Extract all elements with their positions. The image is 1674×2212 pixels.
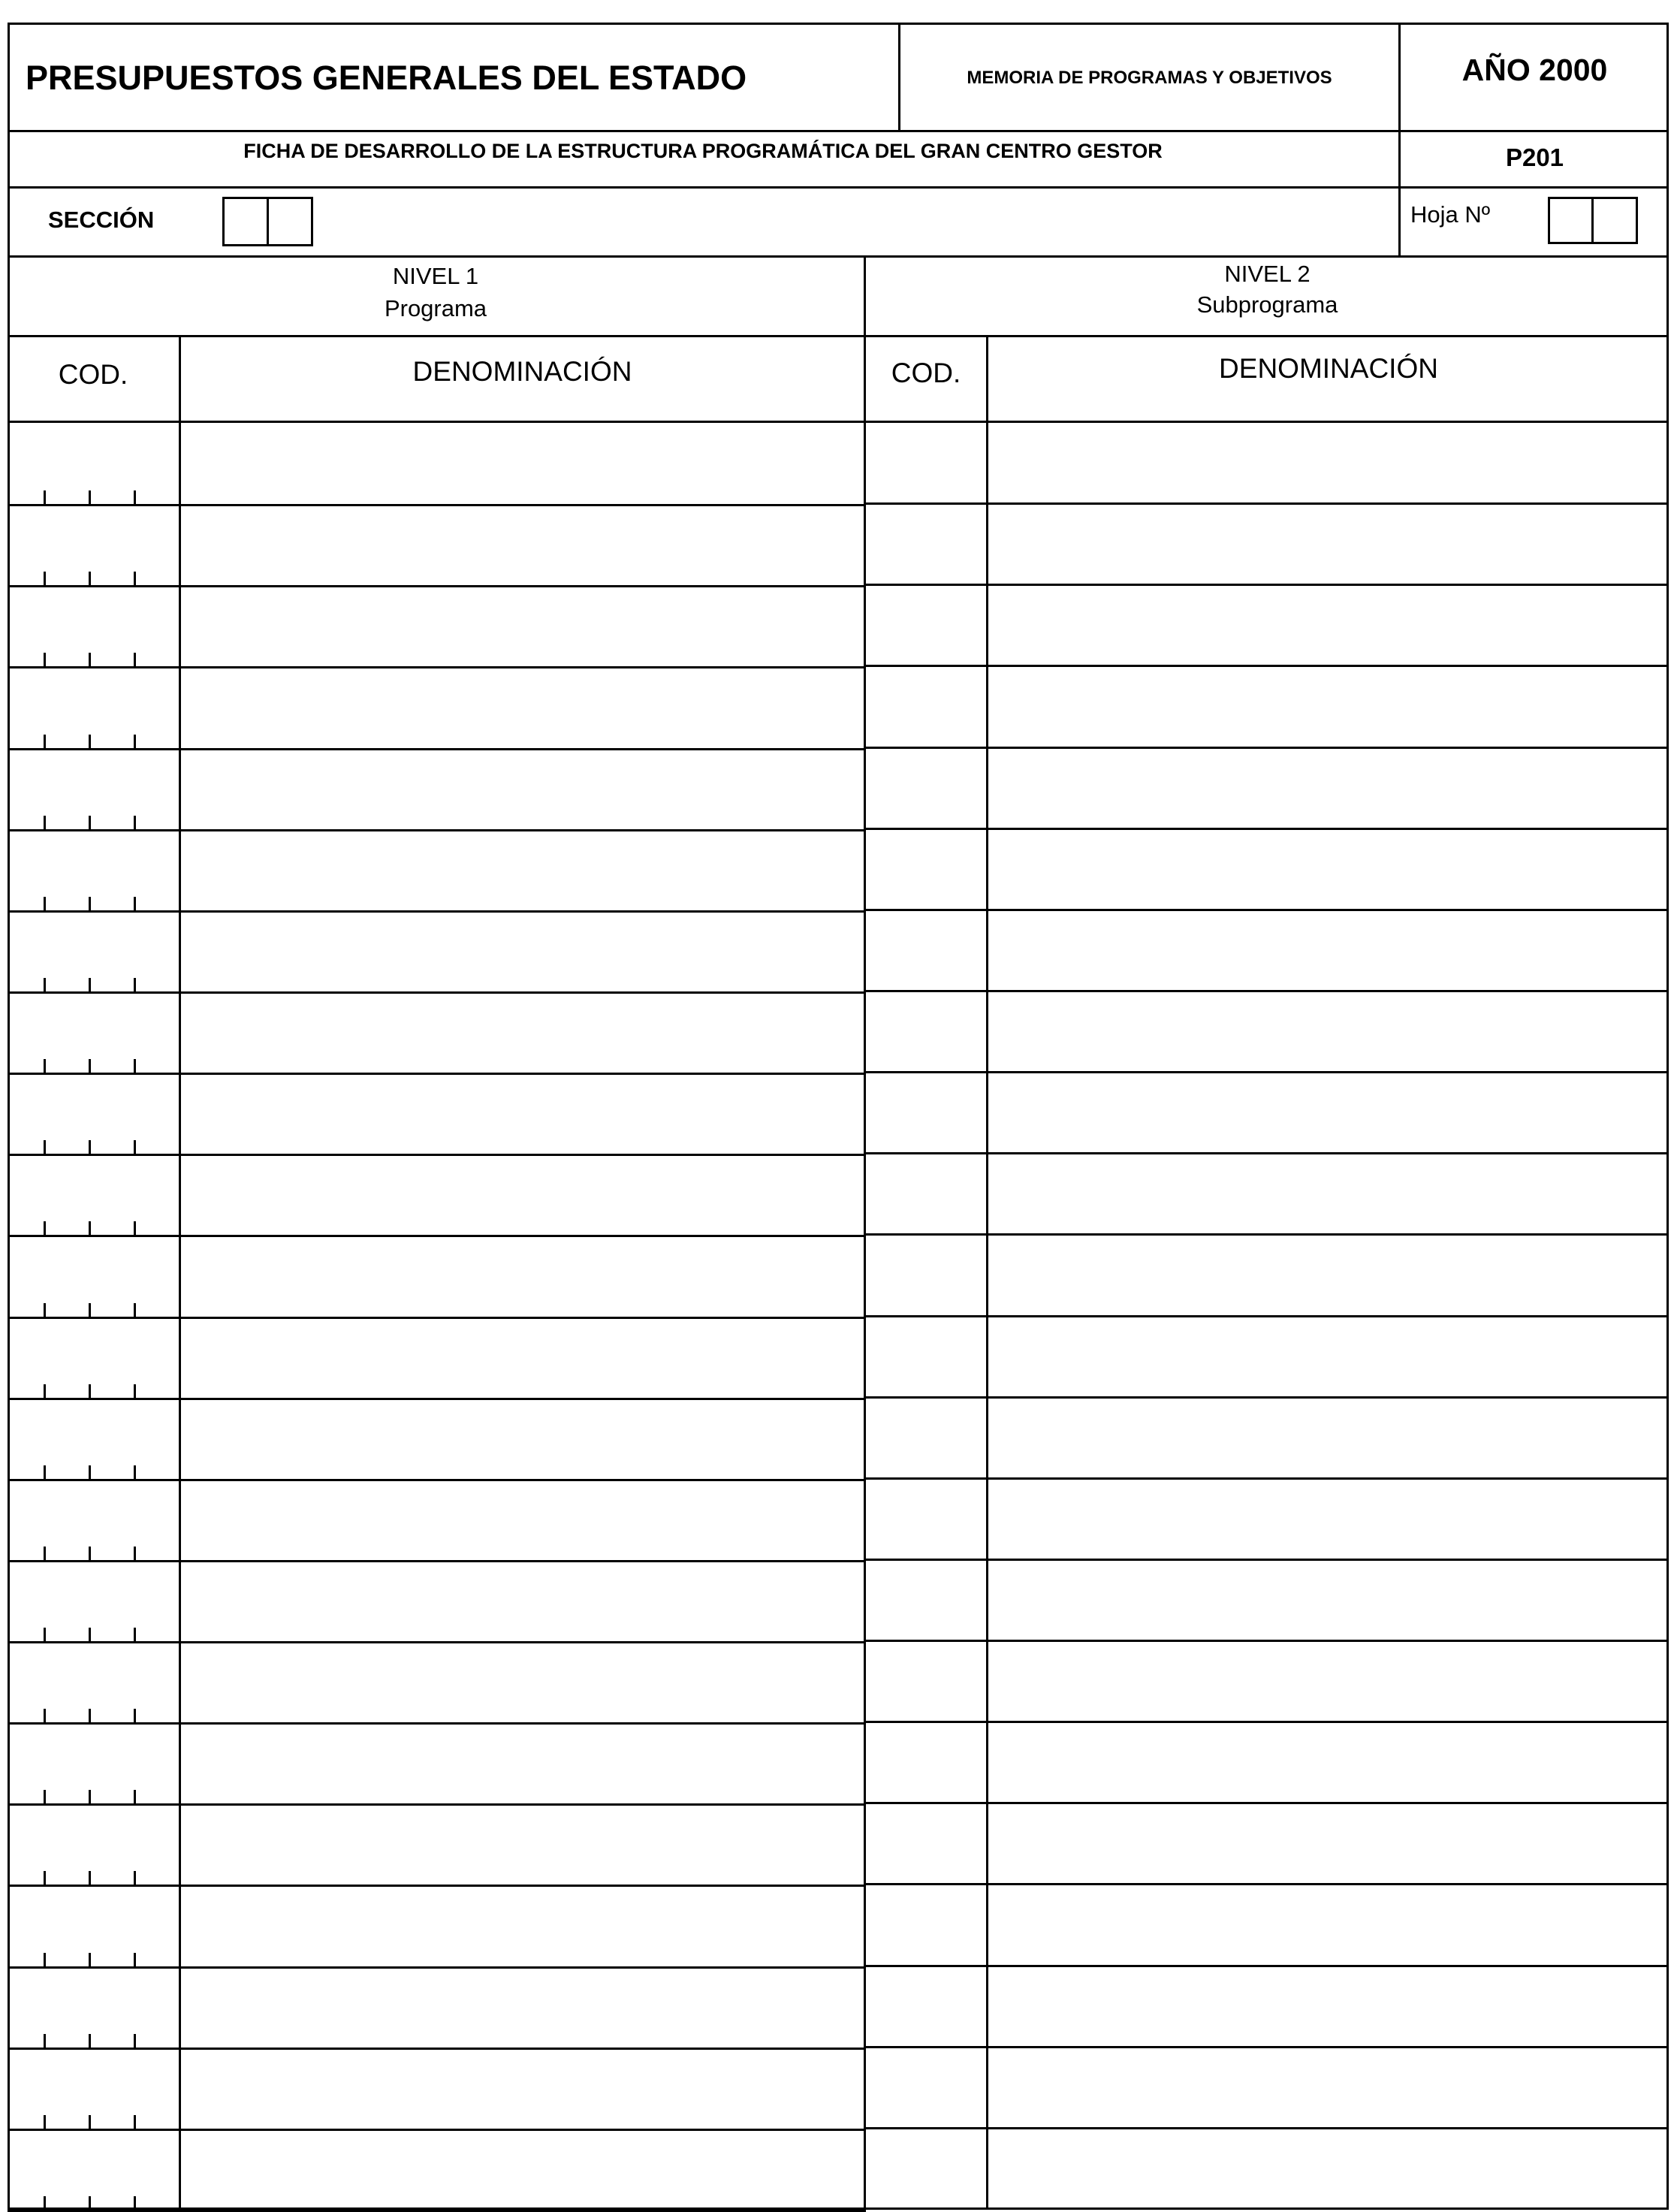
denominacion-nivel2-cell[interactable] — [988, 994, 1669, 1070]
denominacion-nivel1-cell[interactable] — [181, 1725, 864, 1801]
denominacion-nivel2-cell[interactable] — [988, 1400, 1669, 1477]
row-line-nivel2 — [866, 1071, 1669, 1073]
row-line-nivel2 — [866, 1396, 1669, 1399]
cod-nivel1-cell[interactable] — [10, 1156, 179, 1233]
denominacion-nivel2-cell[interactable] — [988, 668, 1669, 745]
cod-nivel2-cell[interactable] — [866, 1887, 986, 1963]
cod-nivel2-cell[interactable] — [866, 831, 986, 908]
denominacion-nivel1-cell[interactable] — [181, 913, 864, 989]
row-line-nivel2 — [866, 828, 1669, 830]
col-cod-2: COD. — [891, 358, 961, 388]
cod-nivel2-cell[interactable] — [866, 913, 986, 989]
denominacion-nivel1-cell[interactable] — [181, 587, 864, 664]
denominacion-nivel1-cell[interactable] — [181, 1562, 864, 1639]
cod-nivel1-cell[interactable] — [10, 913, 179, 989]
row-line-nivel2 — [866, 584, 1669, 586]
cod-nivel1-cell[interactable] — [10, 2050, 179, 2126]
denominacion-nivel1-cell[interactable] — [181, 1969, 864, 2045]
denominacion-nivel2-cell[interactable] — [988, 1969, 1669, 2045]
cod-nivel1-cell[interactable] — [10, 1481, 179, 1558]
cod-nivel1-cell[interactable] — [10, 1806, 179, 1882]
row-line-nivel2 — [866, 909, 1669, 911]
denominacion-nivel1-cell[interactable] — [181, 1237, 864, 1314]
cod-nivel2-cell[interactable] — [866, 1969, 986, 2045]
cod-nivel2-cell[interactable] — [866, 1725, 986, 1801]
denominacion-nivel2-cell[interactable] — [988, 1725, 1669, 1801]
row-line-nivel2 — [866, 747, 1669, 749]
seccion-divider — [267, 197, 269, 246]
row-line-nivel2 — [866, 1965, 1669, 1967]
denominacion-nivel2-cell[interactable] — [988, 506, 1669, 583]
cod-nivel1-cell[interactable] — [10, 1643, 179, 1720]
denominacion-nivel2-cell[interactable] — [988, 2131, 1669, 2207]
row-line-nivel2 — [866, 502, 1669, 505]
denominacion-nivel2-cell[interactable] — [988, 1156, 1669, 1233]
denominacion-nivel2-cell[interactable] — [988, 831, 1669, 908]
denominacion-nivel1-cell[interactable] — [181, 2131, 864, 2207]
cod-nivel2-cell[interactable] — [866, 1643, 986, 1720]
row-line-nivel2 — [866, 1315, 1669, 1317]
cod-nivel2-cell[interactable] — [866, 2131, 986, 2207]
cod-nivel1-cell[interactable] — [10, 425, 179, 502]
cod-nivel1-cell[interactable] — [10, 1319, 179, 1396]
row-line-nivel2 — [866, 1883, 1669, 1885]
denominacion-nivel2-cell[interactable] — [988, 1562, 1669, 1639]
cod-nivel2-cell[interactable] — [866, 1400, 986, 1477]
cod-nivel2-cell[interactable] — [866, 506, 986, 583]
cod-nivel1-cell[interactable] — [10, 994, 179, 1070]
form-title: PRESUPUESTOS GENERALES DEL ESTADO — [26, 59, 747, 97]
divider — [8, 335, 1669, 337]
cod-nivel2-cell[interactable] — [866, 2050, 986, 2126]
denominacion-nivel2-cell[interactable] — [988, 2050, 1669, 2126]
nivel1-name: Programa — [384, 295, 487, 321]
denominacion-nivel1-cell[interactable] — [181, 1643, 864, 1720]
cod-nivel2-cell[interactable] — [866, 425, 986, 502]
nivel2-name: Subprograma — [1196, 291, 1338, 318]
cod-nivel1-cell[interactable] — [10, 831, 179, 908]
hoja-label: Hoja Nº — [1410, 201, 1491, 228]
denominacion-nivel2-cell[interactable] — [988, 1806, 1669, 1882]
row-line-nivel2 — [866, 1152, 1669, 1154]
form-subtitle: FICHA DE DESARROLLO DE LA ESTRUCTURA PROGRAMÁTICA DEL GRAN CENTRO GESTOR — [243, 140, 1163, 162]
denominacion-nivel1-cell[interactable] — [181, 2050, 864, 2126]
cod-nivel1-cell[interactable] — [10, 1400, 179, 1477]
row-line-nivel2 — [866, 2127, 1669, 2129]
denominacion-nivel1-cell[interactable] — [181, 425, 864, 502]
denominacion-nivel1-cell[interactable] — [181, 1481, 864, 1558]
col-denominacion-1: DENOMINACIÓN — [412, 356, 632, 387]
divider — [8, 255, 1669, 258]
cod-nivel2-cell[interactable] — [866, 1806, 986, 1882]
row-line-nivel2 — [866, 1721, 1669, 1723]
col-cod-1: COD. — [58, 359, 128, 390]
row-line-nivel2 — [866, 1477, 1669, 1480]
cod-nivel2-cell[interactable] — [866, 750, 986, 827]
denominacion-nivel2-cell[interactable] — [988, 1887, 1669, 1963]
cod-nivel1-cell[interactable] — [10, 1887, 179, 1963]
cod-nivel2-cell[interactable] — [866, 994, 986, 1070]
denominacion-nivel1-cell[interactable] — [181, 1156, 864, 1233]
divider — [8, 130, 1669, 132]
denominacion-nivel1-cell[interactable] — [181, 994, 864, 1070]
cod-nivel2-cell[interactable] — [866, 1481, 986, 1558]
row-line-nivel2 — [866, 990, 1669, 992]
cod-nivel1-cell[interactable] — [10, 2131, 179, 2207]
cod-nivel1-cell[interactable] — [10, 1725, 179, 1801]
nivel1-title: NIVEL 1 — [392, 263, 479, 289]
cod-nivel2-cell[interactable] — [866, 1319, 986, 1396]
denominacion-nivel1-cell[interactable] — [181, 750, 864, 827]
divider — [8, 186, 1669, 189]
denominacion-nivel2-cell[interactable] — [988, 913, 1669, 989]
year-label: AÑO 2000 — [1461, 53, 1608, 87]
denominacion-nivel2-cell[interactable] — [988, 1319, 1669, 1396]
col-denominacion-2: DENOMINACIÓN — [1219, 353, 1438, 384]
denominacion-nivel1-cell[interactable] — [181, 831, 864, 908]
row-line-nivel2 — [866, 665, 1669, 667]
denominacion-nivel2-cell[interactable] — [988, 1481, 1669, 1558]
cod-nivel2-cell[interactable] — [866, 1156, 986, 1233]
cod-nivel1-cell[interactable] — [10, 750, 179, 827]
cod-nivel1-cell[interactable] — [10, 1969, 179, 2045]
denominacion-nivel2-cell[interactable] — [988, 750, 1669, 827]
cod-nivel1-cell[interactable] — [10, 506, 179, 583]
cod-nivel2-cell[interactable] — [866, 1237, 986, 1314]
row-line-nivel2 — [866, 1802, 1669, 1804]
denominacion-nivel2-cell[interactable] — [988, 1237, 1669, 1314]
cod-nivel1-cell[interactable] — [10, 1237, 179, 1314]
memoria-label: MEMORIA DE PROGRAMAS Y OBJETIVOS — [967, 68, 1332, 88]
seccion-label: SECCIÓN — [48, 207, 155, 233]
denominacion-nivel1-cell[interactable] — [181, 1806, 864, 1882]
cod-nivel2-cell[interactable] — [866, 668, 986, 745]
nivel2-title: NIVEL 2 — [1224, 261, 1311, 287]
row-line-nivel2 — [866, 1559, 1669, 1561]
cod-nivel2-cell[interactable] — [866, 1075, 986, 1151]
cod-nivel2-cell[interactable] — [866, 1562, 986, 1639]
denominacion-nivel1-cell[interactable] — [181, 1319, 864, 1396]
denominacion-nivel2-cell[interactable] — [988, 587, 1669, 664]
denominacion-nivel2-cell[interactable] — [988, 425, 1669, 502]
denominacion-nivel1-cell[interactable] — [181, 668, 864, 745]
denominacion-nivel1-cell[interactable] — [181, 1887, 864, 1963]
cod-nivel2-cell[interactable] — [866, 587, 986, 664]
hoja-divider — [1591, 197, 1594, 244]
denominacion-nivel1-cell[interactable] — [181, 506, 864, 583]
form-code: P201 — [1505, 143, 1564, 171]
denominacion-nivel1-cell[interactable] — [181, 1075, 864, 1151]
denominacion-nivel1-cell[interactable] — [181, 1400, 864, 1477]
denominacion-nivel2-cell[interactable] — [988, 1643, 1669, 1720]
cod-nivel1-cell[interactable] — [10, 668, 179, 745]
row-line-nivel2 — [866, 2046, 1669, 2048]
cod-nivel1-cell[interactable] — [10, 1562, 179, 1639]
cod-nivel1-cell[interactable] — [10, 1075, 179, 1151]
row-line-nivel2 — [866, 1640, 1669, 1642]
denominacion-nivel2-cell[interactable] — [988, 1075, 1669, 1151]
row-line-nivel2 — [866, 1233, 1669, 1236]
divider — [8, 421, 1669, 423]
cod-nivel1-cell[interactable] — [10, 587, 179, 664]
